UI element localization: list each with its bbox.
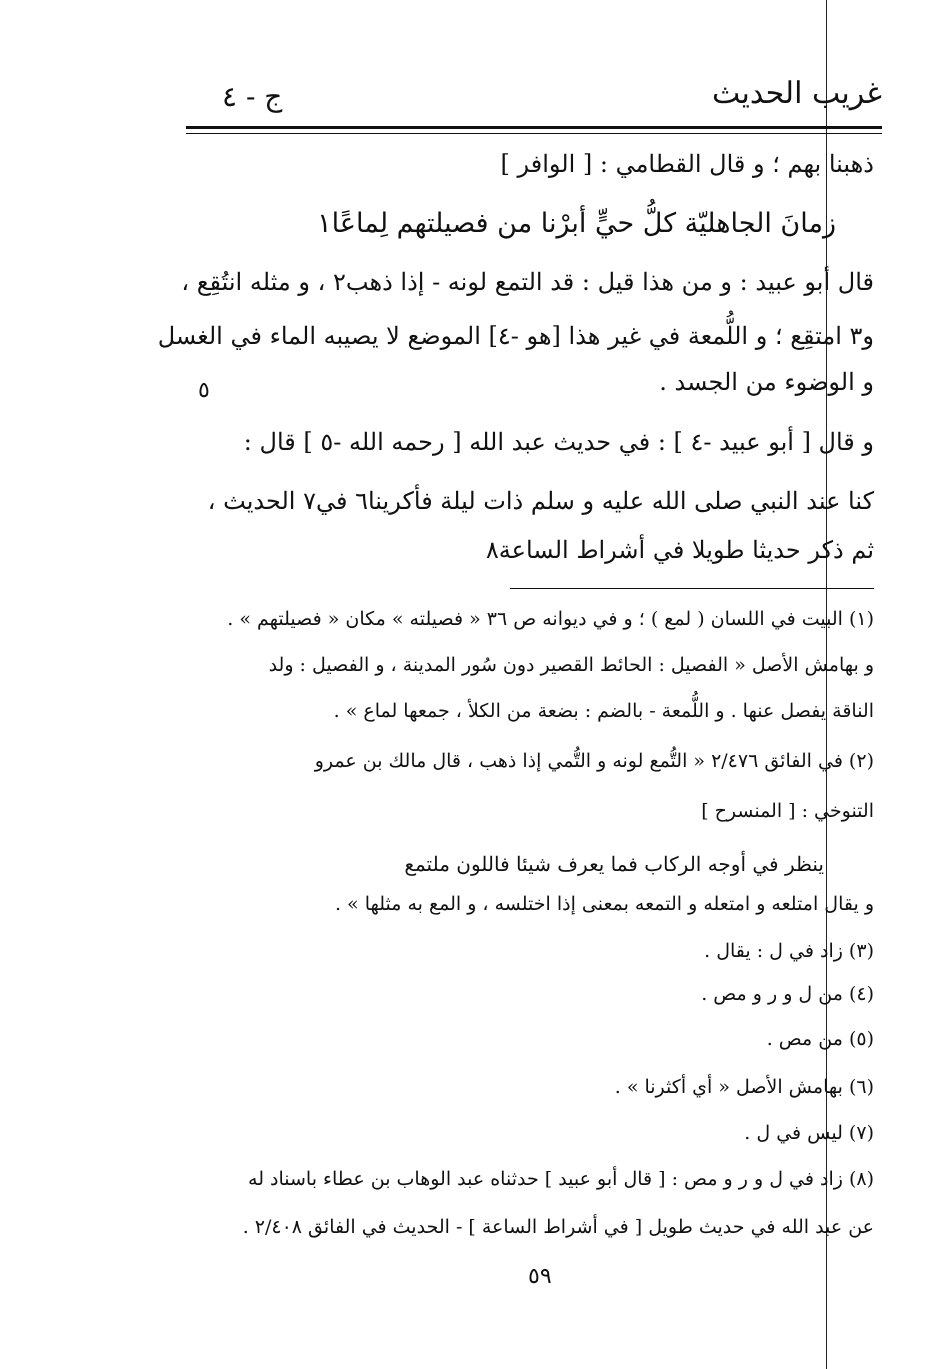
footnote-line: (٥) من مص . [766,1028,874,1050]
footnote-line: (٧) ليس في ل . [744,1122,874,1144]
running-head-volume: ج - ٤ [222,80,283,113]
footnote-line: الناقة يفصل عنها . و اللُّمعة - بالضم : بضعة من الكلأ ، جمعها لماع » . [333,700,874,722]
verse-line: زمانَ الجاهليّة كلُّ حيٍّ أبرْنا من فصيلتهم لِماعًا١ [317,208,836,239]
line-number-marker: ٥ [198,378,210,403]
body-line-1: ذهبنا بهم ؛ و قال القطامي : [ الوافر ] [500,150,874,178]
body-line-6: كنا عند النبي صلى الله عليه و سلم ذات ليلة فأكرينا٦ في٧ الحديث ، [207,487,874,515]
body-line-5: و قال [ أبو عبيد -٤ ] : في حديث عبد الله [ رحمه الله -٥ ] قال : [243,428,874,456]
header-rule-thin [186,133,882,134]
footnote-line: التنوخي : [ المنسرح ] [701,800,874,822]
footnote-line: (٢) في الفائق ٢/٤٧٦ « التُّمع لونه و التُّمي إذا ذهب ، قال مالك بن عمرو [314,750,874,772]
footnote-line: (١) البيت في اللسان ( لمع ) ؛ و في ديوانه ص ٣٦ « فصيلته » مكان « فصيلتهم » . [227,608,874,630]
footnote-line: و بهامش الأصل « الفصيل : الحائط القصير دون سُور المدينة ، و الفصيل : ولد [268,654,874,676]
footnote-line: (٨) زاد في ل و ر و مص : [ قال أبو عبيد ] حدثناه عبد الوهاب بن عطاء باسناد له [248,1168,874,1190]
scan-fold-line [826,0,827,1369]
body-line-2: قال أبو عبيد : و من هذا قيل : قد التمع لونه - إذا ذهب٢ ، و مثله انتُقِع ، [181,268,874,296]
footnote-line: و يقال امتلعه و امتعله و التمعه بمعنى إذا اختلسه ، و المع به مثلها » . [334,893,874,915]
footnote-line: عن عبد الله في حديث طويل [ في أشراط الساعة ] - الحديث في الفائق ٢/٤٠٨ . [242,1216,874,1238]
footnote-verse: ينظر في أوجه الركاب فما يعرف شيئا فاللون ملتمع [404,852,824,876]
footnote-separator [510,588,874,589]
body-line-4: و الوضوء من الجسد . [659,368,874,396]
page-number: ٥٩ [528,1264,552,1289]
running-head-title: غريب الحديث [712,76,882,111]
footnote-line: (٦) بهامش الأصل « أي أكثرنا » . [614,1076,874,1098]
footnote-line: (٤) من ل و ر و مص . [701,983,874,1005]
footnote-line: (٣) زاد في ل : يقال . [704,940,874,962]
body-line-3: و٣ امتقِع ؛ و اللُّمعة في غير هذا [هو -٤] الموضع لا يصيبه الماء في الغسل [157,322,874,350]
body-line-7: ثم ذكر حديثا طويلا في أشراط الساعة٨ [485,536,874,564]
header-rule [186,126,882,129]
